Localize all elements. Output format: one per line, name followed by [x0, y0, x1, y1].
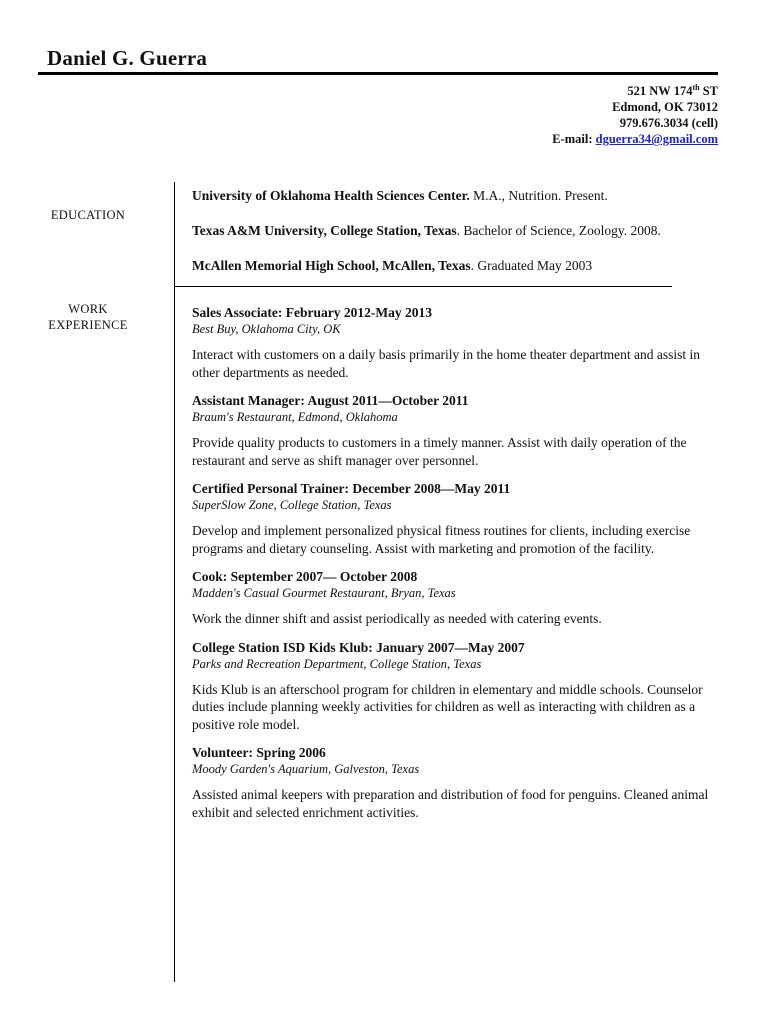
job-employer: Madden's Casual Gourmet Restaurant, Bryan, Texas [192, 586, 456, 600]
education-heading: EDUCATION [50, 208, 126, 222]
address-street-suffix: ST [699, 84, 718, 99]
work-experience-list [192, 304, 722, 832]
job-title: Volunteer: Spring 2006 [192, 745, 326, 760]
job-title: Certified Personal Trainer: December 2008—May 2011 [192, 481, 511, 496]
email-line [552, 131, 718, 147]
job-entry [192, 568, 722, 628]
job-title: Sales Associate: February 2012-May 2013 [192, 305, 432, 320]
address-line-1 [552, 80, 718, 99]
education-school: McAllen Memorial High School, McAllen, Texas [192, 258, 471, 273]
job-title: College Station ISD Kids Klub: January 2007—May 2007 [192, 639, 525, 655]
contact-block [552, 80, 718, 147]
email-label: E-mail: [552, 132, 596, 147]
section-divider-horizontal [174, 286, 672, 287]
work-heading-line-1: WORK [68, 302, 108, 316]
job-entry [192, 480, 722, 557]
address-ordinal: th [692, 83, 700, 92]
job-description: Work the dinner shift and assist periodically as needed with catering events. [192, 611, 602, 626]
header-rule [38, 72, 718, 75]
education-entry [192, 258, 722, 274]
section-divider-vertical [174, 182, 175, 982]
education-detail: . Graduated May 2003 [470, 258, 593, 273]
education-detail: M.A., Nutrition. Present. [469, 188, 608, 203]
job-employer: Braum's Restaurant, Edmond, Oklahoma [192, 410, 398, 424]
job-description: Kids Klub is an afterschool program for children in elementary and middle schools. Counselor duties include planning weekly activities for children as well as interacting with children as a positive role model. [192, 681, 703, 732]
job-entry [192, 392, 722, 469]
phone-number: 979.676.3034 (cell) [619, 116, 718, 131]
job-title: Cook: September 2007— October 2008 [192, 569, 418, 584]
job-description: Interact with customers on a daily basis primarily in the home theater department and assist in other departments as needed. [192, 347, 700, 380]
work-experience-heading [38, 301, 138, 333]
email-link[interactable]: dguerra34@gmail.com [595, 132, 718, 147]
job-description: Assisted animal keepers with preparation and distribution of food for penguins. Cleaned animal exhibit and selected enrichment activities. [192, 787, 709, 820]
job-entry [192, 639, 722, 734]
job-employer: Moody Garden's Aquarium, Galveston, Texas [192, 762, 420, 776]
job-employer: Best Buy, Oklahoma City, OK [192, 322, 341, 336]
education-entry [192, 188, 722, 204]
address-line-2: Edmond, OK 73012 [612, 100, 718, 115]
education-school: Texas A&M University, College Station, Texas [192, 223, 457, 238]
education-school: University of Oklahoma Health Sciences Center. [192, 188, 470, 203]
education-entry [192, 223, 722, 239]
job-employer: Parks and Recreation Department, College Station, Texas [192, 656, 482, 671]
job-description: Develop and implement personalized physical fitness routines for clients, including exercise programs and dietary counseling. Assist with marketing and promotion of the facility. [192, 523, 691, 556]
address-street: 521 NW 174 [627, 84, 693, 99]
job-entry [192, 744, 722, 821]
job-employer: SuperSlow Zone, College Station, Texas [192, 498, 392, 512]
job-description: Provide quality products to customers in a timely manner. Assist with daily operation of the restaurant and serve as shift manager over personnel. [192, 435, 687, 468]
job-title: Assistant Manager: August 2011—October 2011 [192, 393, 469, 408]
job-entry [192, 304, 722, 381]
education-detail: . Bachelor of Science, Zoology. 2008. [456, 223, 661, 238]
work-heading-line-2: EXPERIENCE [48, 318, 128, 332]
candidate-name: Daniel G. Guerra [47, 46, 208, 70]
